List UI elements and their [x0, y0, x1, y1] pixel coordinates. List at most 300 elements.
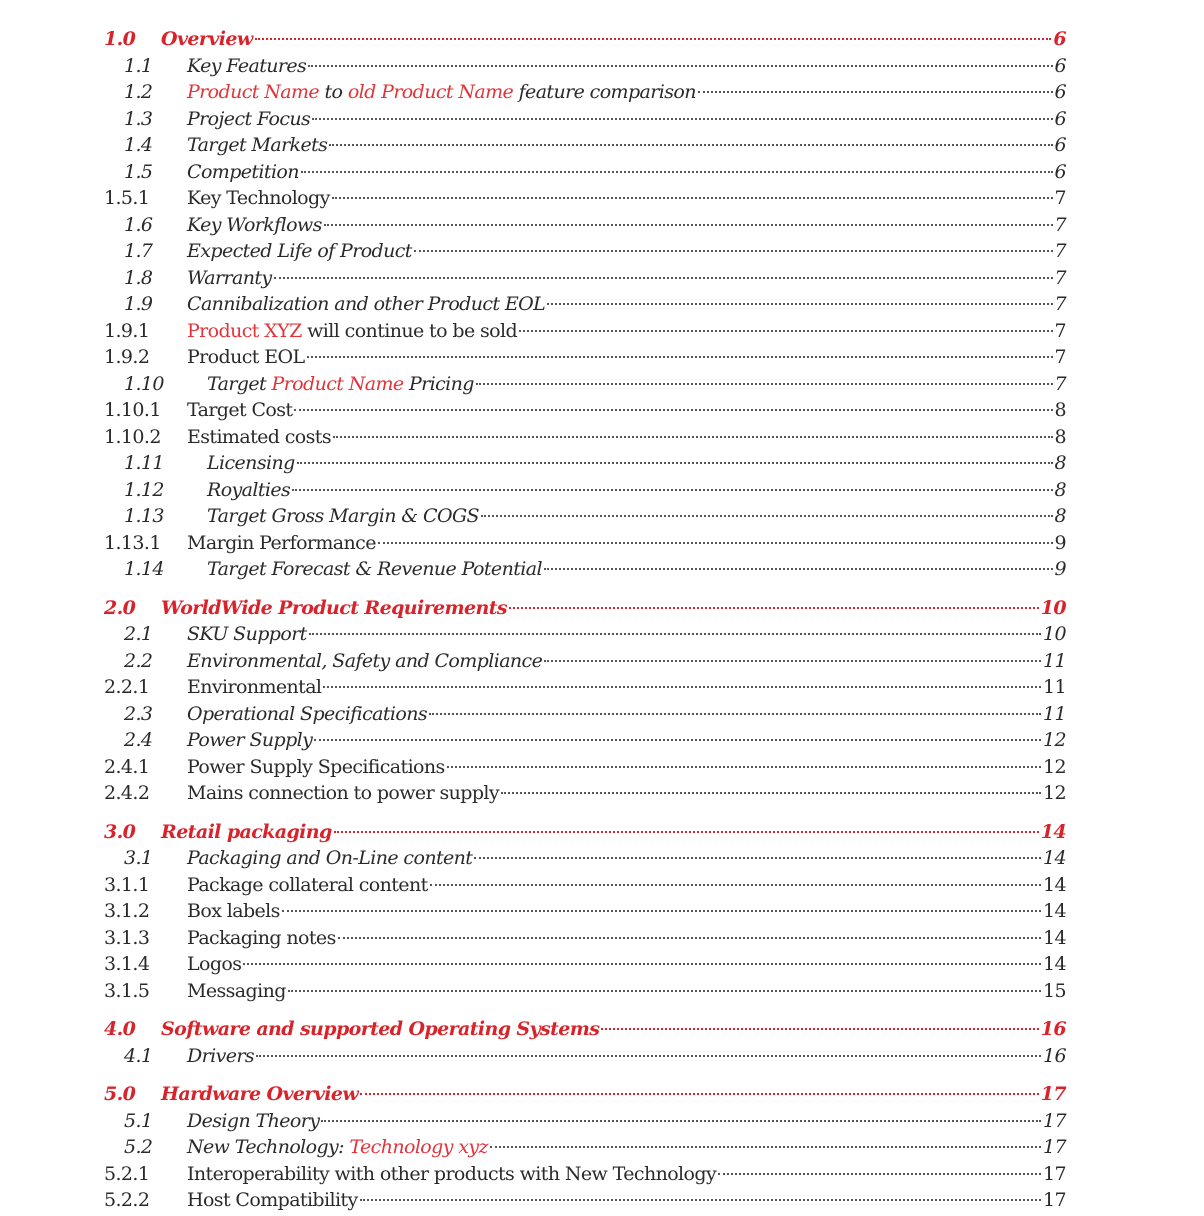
toc-entry-link[interactable]: [187, 925, 1066, 951]
toc-entry-number: 5.2.1: [104, 1162, 150, 1185]
toc-entry-link[interactable]: [187, 872, 1066, 898]
title-text: Licensing: [207, 452, 295, 474]
toc-entry-page: 14: [1043, 873, 1066, 896]
title-text: Overview: [161, 28, 253, 50]
dot-leader: [519, 330, 1052, 332]
toc-entry[interactable]: [0, 1108, 1204, 1134]
toc-entry-number: 1.9: [124, 293, 153, 315]
toc-entry-link[interactable]: [187, 265, 1066, 291]
toc-entry-page: 12: [1043, 782, 1066, 804]
toc-entry-number: 3.1: [124, 847, 153, 869]
toc-entry-title: [161, 819, 332, 845]
toc-entry-page: 10: [1043, 623, 1066, 645]
toc-entry-page: 17: [1043, 1136, 1066, 1158]
title-text: Target Gross Margin & COGS: [207, 505, 479, 527]
toc-entry-page: 17: [1043, 1162, 1066, 1185]
dot-leader: [324, 224, 1053, 226]
toc-entry[interactable]: [0, 371, 1204, 397]
toc-entry[interactable]: [0, 424, 1204, 450]
dot-leader: [447, 766, 1041, 768]
toc-entry-link[interactable]: [187, 53, 1066, 79]
toc-entry[interactable]: [0, 344, 1204, 370]
dot-leader: [332, 197, 1053, 199]
dot-leader: [288, 990, 1041, 992]
toc-entry-link[interactable]: [187, 318, 1066, 344]
toc-entry-page: 14: [1043, 953, 1066, 975]
toc-entry-title: [161, 26, 253, 52]
toc-entry-number: 5.2.2: [104, 1189, 150, 1211]
dot-leader: [429, 713, 1041, 715]
toc-entry[interactable]: [0, 1161, 1204, 1187]
title-text: Host Compatibility: [187, 1189, 358, 1211]
toc-entry-title: [187, 978, 286, 1004]
toc-entry-page: 7: [1054, 372, 1066, 395]
title-text: Cannibalization and other Product EOL: [187, 293, 546, 315]
toc-entry[interactable]: [0, 925, 1204, 951]
toc-entry-title: [187, 185, 330, 211]
toc-entry[interactable]: [0, 477, 1204, 503]
toc-entry-number: 1.13: [124, 505, 164, 527]
dot-leader: [501, 792, 1041, 794]
dot-leader: [255, 38, 1052, 40]
dot-leader: [476, 383, 1053, 385]
toc-entry-title: [207, 450, 295, 476]
toc-entry-link[interactable]: [187, 159, 1066, 185]
toc-entry-number: 4.1: [124, 1044, 153, 1067]
toc-entry-link[interactable]: [187, 701, 1066, 727]
toc-entry-link[interactable]: [161, 1081, 1066, 1107]
toc-entry-number: 2.2: [124, 649, 153, 672]
toc-entry-number: 1.10.1: [104, 399, 161, 421]
title-text: SKU Support: [187, 623, 307, 645]
toc-entry-number: 1.8: [124, 266, 153, 289]
toc-entry-title: [187, 621, 307, 647]
toc-entry-link[interactable]: [187, 212, 1066, 238]
toc-entry-number: 5.2: [124, 1136, 153, 1158]
toc-entry-page: 8: [1054, 425, 1066, 448]
toc-entry-number: 3.1.4: [104, 953, 150, 975]
title-text: Design Theory: [187, 1109, 320, 1132]
toc-entry-link[interactable]: [187, 621, 1066, 647]
toc-entry-number: 2.1: [124, 623, 153, 645]
toc-entry-title: [187, 925, 336, 951]
toc-entry[interactable]: [0, 265, 1204, 291]
dot-leader: [312, 118, 1052, 120]
dot-leader: [474, 857, 1041, 859]
toc-entry-page: 17: [1043, 1109, 1066, 1132]
toc-entry-title: [187, 53, 306, 79]
toc-entry-number: 3.0: [104, 820, 136, 843]
toc-entry-title: [187, 648, 542, 674]
title-text: Package collateral content: [187, 873, 428, 896]
toc-entry-page: 8: [1054, 478, 1066, 501]
title-text: Target: [207, 372, 272, 395]
toc-entry-title: [187, 397, 292, 423]
title-text: Packaging notes: [187, 926, 336, 949]
title-text: Logos: [187, 953, 242, 975]
toc-entry-title: [187, 1043, 254, 1069]
toc-entry-title: [161, 1081, 358, 1107]
toc-entry[interactable]: [0, 1043, 1204, 1069]
toc-entry-number: 1.3: [124, 107, 153, 130]
toc-entry-title: [161, 595, 507, 621]
toc-entry-number: 2.4.1: [104, 755, 150, 778]
toc-entry-page: 14: [1040, 820, 1066, 843]
toc-entry-link[interactable]: [187, 530, 1066, 556]
toc-entry[interactable]: [0, 1134, 1204, 1160]
toc-entry-page: 8: [1054, 452, 1066, 474]
toc-entry-link[interactable]: [187, 727, 1066, 753]
toc-entry-link[interactable]: [187, 1108, 1066, 1134]
toc-entry-number: 2.3: [124, 702, 153, 725]
toc-entry[interactable]: [0, 819, 1204, 845]
toc-entry-page: 6: [1054, 107, 1066, 130]
toc-entry-link[interactable]: [187, 397, 1066, 423]
title-text: Packaging and On-Line content: [187, 847, 473, 869]
placeholder-text: Technology xyz: [349, 1136, 488, 1158]
toc-entry-title: [161, 1016, 599, 1042]
toc-entry-page: 11: [1043, 649, 1066, 672]
toc-entry-title: [187, 872, 428, 898]
toc-entry-title: [187, 674, 321, 700]
dot-leader: [509, 607, 1039, 609]
toc-entry[interactable]: [0, 701, 1204, 727]
toc-entry-title: [187, 1108, 319, 1134]
dot-leader: [481, 515, 1053, 517]
toc-entry[interactable]: [0, 1187, 1204, 1213]
toc-entry-page: 6: [1054, 134, 1066, 156]
dot-leader: [314, 739, 1041, 741]
title-text: Product EOL: [187, 346, 305, 368]
dot-leader: [292, 489, 1052, 491]
title-text: Project Focus: [187, 107, 311, 130]
toc-entry[interactable]: [0, 238, 1204, 264]
title-text: Retail packaging: [161, 820, 332, 843]
toc-entry-page: 7: [1054, 240, 1066, 262]
title-text: Estimated costs: [187, 425, 331, 448]
dot-leader: [294, 409, 1052, 411]
toc-entry[interactable]: [0, 951, 1204, 977]
toc-entry-link[interactable]: [187, 754, 1066, 780]
toc-entry-page: 11: [1043, 676, 1066, 698]
toc-entry-page: 6: [1053, 28, 1066, 50]
dot-leader: [256, 1055, 1041, 1057]
toc-entry-title: [187, 265, 272, 291]
toc-entry-link[interactable]: [187, 106, 1066, 132]
toc-entry-number: 1.9.2: [104, 346, 150, 368]
dot-leader: [308, 65, 1052, 67]
toc-entry-link[interactable]: [207, 371, 1066, 397]
toc-entry-page: 16: [1043, 1044, 1066, 1067]
title-text: Target Markets: [187, 134, 328, 156]
toc-entry-title: [187, 159, 299, 185]
toc-entry-number: 1.4: [124, 134, 153, 156]
dot-leader: [544, 568, 1053, 570]
toc-entry-link[interactable]: [207, 477, 1066, 503]
toc-entry-number: 5.1: [124, 1109, 153, 1132]
toc-entry[interactable]: [0, 754, 1204, 780]
toc-entry[interactable]: [0, 621, 1204, 647]
title-text: Power Supply: [187, 729, 313, 751]
toc-entry-page: 16: [1040, 1018, 1066, 1040]
toc-entry-number: 5.0: [104, 1083, 136, 1105]
toc-entry[interactable]: [0, 397, 1204, 423]
toc-entry-link[interactable]: [187, 238, 1066, 264]
dot-leader: [490, 1146, 1041, 1148]
dot-leader: [333, 436, 1053, 438]
dot-leader: [378, 542, 1053, 544]
toc-entry-link[interactable]: [187, 424, 1066, 450]
dot-leader: [301, 171, 1053, 173]
toc-entry[interactable]: [0, 159, 1204, 185]
title-text: Software and supported Operating Systems: [161, 1018, 600, 1040]
toc-entry-link[interactable]: [187, 132, 1066, 158]
toc-entry-link[interactable]: [187, 291, 1066, 317]
title-text: will continue to be sold: [301, 319, 518, 342]
dot-leader: [338, 937, 1041, 939]
toc-entry-title: [207, 556, 542, 582]
toc-entry-title: [187, 701, 427, 727]
toc-entry-link[interactable]: [161, 26, 1066, 52]
toc-entry-number: 1.10.2: [104, 425, 161, 448]
toc-entry-page: 17: [1043, 1189, 1066, 1211]
toc-entry[interactable]: [0, 674, 1204, 700]
toc-entry-link[interactable]: [161, 595, 1066, 621]
title-text: New Technology:: [187, 1136, 350, 1158]
toc-entry-number: 3.1.2: [104, 900, 150, 922]
dot-leader: [274, 277, 1053, 279]
toc-entry-title: [187, 754, 445, 780]
toc-entry-link[interactable]: [187, 978, 1066, 1004]
toc-entry-title: [187, 530, 376, 556]
toc-entry-page: 6: [1054, 160, 1066, 183]
toc-entry-title: [187, 238, 412, 264]
title-text: Key Technology: [187, 187, 330, 209]
title-text: Environmental: [187, 676, 322, 698]
placeholder-text: Product Name: [187, 81, 320, 103]
toc-entry-title: [207, 371, 474, 397]
toc-entry-number: 1.1: [124, 54, 153, 77]
title-text: Target Cost: [187, 399, 293, 421]
toc-entry[interactable]: [0, 727, 1204, 753]
toc-entry[interactable]: [0, 978, 1204, 1004]
toc-entry-page: 7: [1054, 293, 1066, 315]
toc-entry-number: 4.0: [104, 1018, 136, 1040]
toc-entry-page: 7: [1054, 213, 1066, 236]
toc-entry-number: 1.2: [124, 81, 153, 103]
toc-entry-page: 12: [1043, 729, 1066, 751]
toc-entry[interactable]: [0, 291, 1204, 317]
toc-entry-title: [187, 1161, 716, 1187]
dot-leader: [698, 91, 1053, 93]
toc-entry-link[interactable]: [161, 1016, 1066, 1042]
toc-entry-page: 11: [1043, 702, 1066, 725]
toc-entry-number: 3.1.1: [104, 873, 150, 896]
title-text: Key Features: [187, 54, 307, 77]
dot-leader: [243, 963, 1041, 965]
toc-entry-title: [187, 291, 545, 317]
dot-leader: [414, 250, 1053, 252]
toc-entry-page: 14: [1043, 926, 1066, 949]
toc-entry-title: [187, 212, 322, 238]
toc-entry-link[interactable]: [187, 79, 1066, 105]
title-text: Mains connection to power supply: [187, 782, 500, 804]
toc-entry[interactable]: [0, 595, 1204, 621]
dot-leader: [430, 884, 1041, 886]
dot-leader: [309, 633, 1041, 635]
toc-entry[interactable]: [0, 185, 1204, 211]
toc-entry-page: 9: [1054, 558, 1066, 580]
toc-entry[interactable]: [0, 318, 1204, 344]
title-text: Expected Life of Product: [187, 240, 412, 262]
title-text: Drivers: [187, 1044, 255, 1067]
title-text: WorldWide Product Requirements: [161, 596, 507, 619]
title-text: Key Workflows: [187, 213, 322, 236]
toc-entry-title: [187, 79, 696, 105]
toc-entry-page: 6: [1054, 81, 1066, 103]
dot-leader: [297, 462, 1053, 464]
dot-leader: [329, 144, 1052, 146]
toc-entry-title: [187, 845, 472, 871]
toc-entry[interactable]: [0, 780, 1204, 806]
toc-entry-title: [207, 503, 479, 529]
toc-entry[interactable]: [0, 872, 1204, 898]
toc-entry-number: 3.1.5: [104, 979, 150, 1002]
title-text: Margin Performance: [187, 531, 376, 554]
toc-entry[interactable]: [0, 1081, 1204, 1107]
dot-leader: [321, 1120, 1041, 1122]
toc-entry-page: 8: [1054, 505, 1066, 527]
toc-entry[interactable]: [0, 106, 1204, 132]
title-text: Hardware Overview: [161, 1083, 359, 1105]
toc-entry-title: [187, 898, 280, 924]
title-text: Royalties: [207, 478, 291, 501]
toc-entry-page: 14: [1043, 847, 1066, 869]
dot-leader: [323, 686, 1041, 688]
toc-entry-page: 7: [1054, 319, 1066, 342]
toc-entry-title: [187, 424, 331, 450]
title-text: Interoperability with other products with New Technology: [187, 1162, 717, 1185]
title-text: Power Supply Specifications: [187, 755, 445, 778]
toc-entry-page: 7: [1054, 266, 1066, 289]
dot-leader: [718, 1173, 1041, 1175]
toc-entry-title: [187, 727, 312, 753]
toc-entry-number: 1.5: [124, 160, 153, 183]
toc-entry-link[interactable]: [187, 1187, 1066, 1213]
toc-entry-link[interactable]: [207, 450, 1066, 476]
toc-entry-number: 1.14: [124, 558, 164, 580]
toc-entry-title: [187, 780, 499, 806]
toc-entry-link[interactable]: [187, 1134, 1066, 1160]
title-text: Pricing: [403, 372, 474, 395]
toc-entry-title: [187, 344, 305, 370]
toc-entry-page: 8: [1054, 399, 1066, 421]
toc-entry-number: 2.2.1: [104, 676, 150, 698]
toc-entry-link[interactable]: [187, 1161, 1066, 1187]
dot-leader: [360, 1199, 1041, 1201]
toc-entry[interactable]: [0, 1016, 1204, 1042]
title-text: Warranty: [187, 266, 272, 289]
toc-entry-link[interactable]: [187, 1043, 1066, 1069]
dot-leader: [282, 910, 1041, 912]
toc-entry-number: 1.6: [124, 213, 153, 236]
toc-entry-number: 2.4: [124, 729, 153, 751]
toc-entry[interactable]: [0, 845, 1204, 871]
toc-entry-title: [187, 318, 517, 344]
toc-entry-page: 7: [1054, 187, 1066, 209]
toc-entry-number: 1.10: [124, 372, 164, 395]
toc-entry[interactable]: [0, 898, 1204, 924]
toc-entry-link[interactable]: [187, 344, 1066, 370]
toc-entry-page: 12: [1043, 755, 1066, 778]
toc-entry-number: 2.0: [104, 596, 136, 619]
toc-entry[interactable]: [0, 26, 1204, 52]
title-text: Box labels: [187, 900, 280, 922]
toc-entry-page: 6: [1054, 54, 1066, 77]
toc-entry-link[interactable]: [187, 648, 1066, 674]
toc-entry-number: 1.13.1: [104, 531, 161, 554]
toc-entry-page: 7: [1054, 346, 1066, 368]
toc-entry-title: [187, 132, 327, 158]
placeholder-text: Product Name: [271, 372, 404, 395]
toc-entry-title: [187, 1187, 358, 1213]
toc-entry[interactable]: [0, 53, 1204, 79]
dot-leader: [544, 660, 1041, 662]
toc-entry[interactable]: [0, 530, 1204, 556]
toc-entry[interactable]: [0, 212, 1204, 238]
toc-entry[interactable]: [0, 132, 1204, 158]
title-text: Competition: [187, 160, 299, 183]
placeholder-text: old Product Name: [347, 81, 514, 103]
dot-leader: [360, 1093, 1039, 1095]
toc-entry-page: 10: [1040, 596, 1066, 619]
title-text: Environmental, Safety and Compliance: [187, 649, 543, 672]
toc-entry-link[interactable]: [187, 845, 1066, 871]
toc-entry-page: 9: [1054, 531, 1066, 554]
dot-leader: [547, 303, 1052, 305]
toc-entry-page: 15: [1043, 979, 1066, 1002]
title-text: feature comparison: [513, 81, 696, 103]
toc-entry-link[interactable]: [187, 780, 1066, 806]
toc-entry-link[interactable]: [187, 674, 1066, 700]
title-text: to: [319, 81, 348, 103]
toc-entry-link[interactable]: [207, 503, 1066, 529]
placeholder-text: Product XYZ: [187, 319, 302, 342]
toc-entry-link[interactable]: [207, 556, 1066, 582]
toc-entry-number: 1.5.1: [104, 187, 150, 209]
toc-entry-link[interactable]: [187, 898, 1066, 924]
title-text: Target Forecast & Revenue Potential: [207, 558, 542, 580]
toc-entry[interactable]: [0, 556, 1204, 582]
toc-entry[interactable]: [0, 450, 1204, 476]
toc-entry[interactable]: [0, 79, 1204, 105]
toc-entry-number: 2.4.2: [104, 782, 150, 804]
toc-entry-number: 1.11: [124, 452, 164, 474]
toc-entry-page: 17: [1040, 1083, 1066, 1105]
toc-entry-link[interactable]: [187, 951, 1066, 977]
toc-entry-title: [187, 1134, 488, 1160]
toc-entry-link[interactable]: [161, 819, 1066, 845]
toc-entry-number: 1.12: [124, 478, 164, 501]
toc-entry-number: 1.9.1: [104, 319, 150, 342]
dot-leader: [334, 831, 1039, 833]
toc-entry-page: 14: [1043, 900, 1066, 922]
toc-entry-link[interactable]: [187, 185, 1066, 211]
toc-entry[interactable]: [0, 648, 1204, 674]
toc-entry[interactable]: [0, 503, 1204, 529]
toc-entry-number: 3.1.3: [104, 926, 150, 949]
dot-leader: [601, 1028, 1038, 1030]
